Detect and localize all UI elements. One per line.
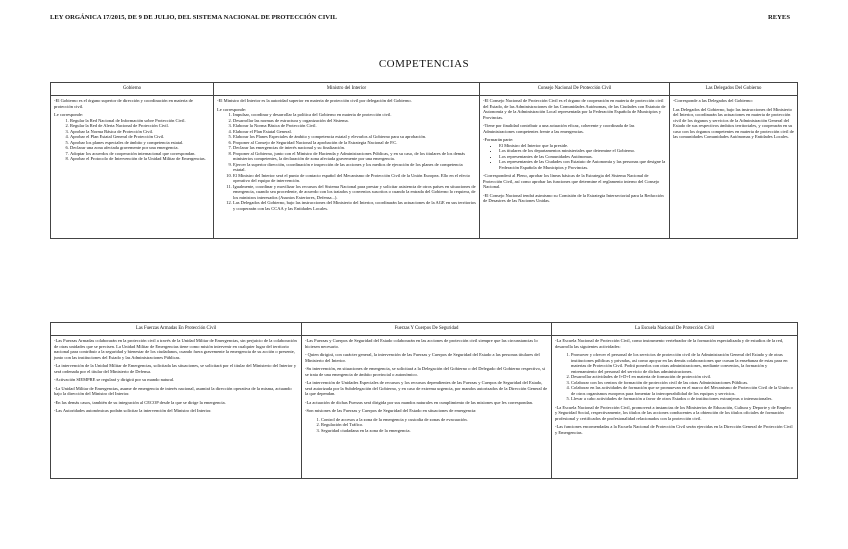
consejo-p4: -El Consejo Nacional tendrá asimismo su Comisión de la Estrategia Intersectorial para la Reducción de Desastres de las Naciones Unidas. xyxy=(483,192,664,203)
list-item: 9. Ejercer la superior dirección, coordinación e inspección de las acciones y los medios de ejecución de los planes de competencia estatal. xyxy=(233,162,476,173)
competencias-table-top xyxy=(50,82,798,239)
ffaa-p2: -La intervención de la Unidad Militar de Emergencias, solicitada las situaciones, se solicitará por el titular del Ministerio del Interior y será ordenada por el titular del Ministerio de Defensa. xyxy=(54,363,297,374)
list-item: 3. Colaborar con los centros de formación de protección civil de las otras Administraciones Públicas. xyxy=(571,380,794,386)
list-item: 7. Adoptar los acuerdos de cooperación internacional que correspondan. xyxy=(70,151,210,157)
col-header-escuela: La Escuela Nacional De Protección Civil xyxy=(552,323,798,336)
list-item: • El Ministro del Interior que la preside. xyxy=(499,143,666,149)
list-item: 5. Llevar a cabo actividades de formación a favor de otros Estados o de instituciones extranjeras o internacionales. xyxy=(571,396,794,402)
ffaa-p4: -La Unidad Militar de Emergencias, asume de emergencia de interés nacional, asumirá la dirección operativa de la misma, actuando bajo la dirección del Ministro del Interior. xyxy=(54,385,292,396)
list-item: 8. Aprobar el Protocolo de Intervención de la Unidad Militar de Emergencias. xyxy=(70,156,210,162)
list-item: 3. Seguridad ciudadana en la zona de la emergencia. xyxy=(321,428,548,434)
list-item: 2. Regulación del Tráfico. xyxy=(321,422,548,428)
page-header xyxy=(50,14,798,26)
delegados-p1: -Corresponde a las Delegados del Gobierno: xyxy=(673,98,753,103)
page-title: COMPETENCIAS xyxy=(378,58,470,70)
consejo-p2: -Tiene por finalidad contribuir a una actuación eficaz, coherente y coordinada de las Administraciones competentes frente a las emergencias. xyxy=(483,123,635,134)
list-item: 8. Proponer al Gobierno, junto con el Ministro de Hacienda y Administraciones Públicas, y en su caso, de los titulares de los demás ministerios competentes, la declaración de zona afectada gravemente por una emergencia. xyxy=(233,151,476,162)
ffaa-p1: -Las Fuerzas Armadas colaborarán en la protección civil a través de la Unidad Militar de Emergencias, sin perjuicio de la colaboración de otras unidades que se precisen. La Unidad Militar de Emergencias tiene como misión intervenir en cualquier lugar del territorio nacional para contribuir a la seguridad y bienestar de los ciudadanos, cuando fuera gravemente la emergencia de su acción o presente, junto con las instituciones del Estado y las Administraciones Públicas. xyxy=(54,338,297,360)
fuerzas-p1: -Las Fuerzas y Cuerpos de Seguridad del Estado colaborarán en las acciones de protección civil siempre que las circunstancias lo hiciesen necesario. xyxy=(305,338,538,349)
list-item: 6. Proponer al Consejo de Seguridad Nacional la aprobación de la Estrategia Nacional de P.C. xyxy=(233,140,476,146)
list-item: 12. Las Delegados del Gobierno, bajo las instrucciones del Ministerio del Interior, coordinarán las actuaciones de la AGE en sus territorios y cooperarán con las CCAA y las Entidades Locales. xyxy=(233,200,476,211)
escuela-p2: -La Escuela Nacional de Protección Civil, promoverá a instancias de los Ministerios de Educación, Cultura y Deporte y de Empleo y Seguridad Social, respectivamente, los títulos de las acciones conducentes a la obtención de los títulos oficiales de formación profesional y certificados de profesionalidad relacionados con la protección civil. xyxy=(555,404,791,421)
col-header-ministro: Ministro del Interior xyxy=(214,83,480,96)
consejo-lead: -Formarán parte: xyxy=(483,137,514,142)
list-item: • Los titulares de los departamentos ministeriales que determine el Gobierno. xyxy=(499,148,666,154)
col-header-ffaa: Las Fuerzas Armadas En Protección Civil xyxy=(51,323,302,336)
cell-escuela xyxy=(552,336,798,479)
list-item: 10. El Ministro del Interior será el punto de contacto español del Mecanismo de Protección Civil de la Unión Europea. Ello en el efecto operativo del equipo de intervención. xyxy=(233,173,476,184)
col-header-gobierno: Gobierno xyxy=(51,83,214,96)
fuerzas-p6: -Son misiones de las Fuerzas y Cuerpos de Seguridad del Estado en situaciones de emergencia: xyxy=(305,408,477,413)
list-item: 2. Desarrollar actividades de I+D+I en materia de formación de protección civil. xyxy=(571,374,794,380)
col-header-delegados: Las Delegados Del Gobierno xyxy=(670,83,798,96)
list-item: 5. Aprobar los planes especiales de ámbito y competencia estatal. xyxy=(70,140,210,146)
ffaa-p6: -Las Autoridades autonómicas podrán solicitar la intervención del Ministro del Interior. xyxy=(54,408,212,413)
fuerzas-p4: -La intervención de Unidades Especiales de recursos y los recursos dependientes de las Fuerzas y Cuerpos de Seguridad del Estado, será autorizada por la Subdelegación del Gobierno, y en caso de extrema urgencia, por mandos autorizados de la Dirección General de la que dependan. xyxy=(305,380,548,396)
consejo-p3: -Corresponderá al Pleno, aprobar los líneas básicas de la Estrategia del Sistema Nacional de Protección Civil, así como aprobar las funciones que determine el reglamento interno del Consejo Nacional. xyxy=(483,173,660,189)
fuerzas-list xyxy=(305,417,548,434)
list-item: 11. Igualmente, coordinar y movilizar los recursos del Sistema Nacional para prestar y solicitar asistencia de otros países en situaciones de emergencia, cuando sea procedente, de acuerdo con los tratados y convenios suscritos o cuando la entrada del Gobierno lo requiera, de los ministros interesados (Asuntos Exteriores, Defensa...). xyxy=(233,184,476,201)
header-law-title: LEY ORGÁNICA 17/2015, DE 9 DE JULIO, DEL SISTEMA NACIONAL DE PROTECCIÓN CIVIL xyxy=(50,14,337,21)
list-item: 6. Declarar una zona afectada gravemente por una emergencia. xyxy=(70,145,210,151)
cell-gobierno xyxy=(51,96,214,239)
ministro-list xyxy=(217,112,476,211)
escuela-p1: -La Escuela Nacional de Protección Civil, como instrumento vertebrador de la formación especializada y de estudios de la red, desarrolla las siguientes actividades: xyxy=(555,338,784,349)
gobierno-list xyxy=(54,118,210,162)
fuerzas-p2: - Quien dirigirá, con carácter general, la intervención de las Fuerzas y Cuerpos de Seguridad del Estado a las personas titulares del Ministerio del Interior. xyxy=(305,352,540,363)
list-item: 7. Declarar las emergencias de interés nacional y su finalización. xyxy=(233,145,476,151)
col-header-fuerzas: Fuerzas Y Cuerpos De Seguridad xyxy=(302,323,552,336)
consejo-p1: -El Consejo Nacional de Protección Civil es el órgano de cooperación en materia de protección civil del Estado, de las Administraciones de las Comunidades Autónomas, de las Ciudades con Estatuto de Autonomía y de la Administración Local representada por la Federación Española de Municipios y Provincias. xyxy=(483,98,666,120)
gobierno-intro: -El Gobierno es el órgano superior de dirección y coordinación en materia de protección civil. xyxy=(54,98,193,109)
cell-ministro xyxy=(214,96,480,239)
cell-ffaa xyxy=(51,336,302,479)
cell-delegados xyxy=(670,96,798,239)
list-item: 4. Colaborar en las actividades de formación que se promuevan en el marco del Mecanismo de Protección Civil de la Unión o de otros organismos europeos para fomentar la interoperabilidad de los equipos y servicios. xyxy=(571,385,794,396)
consejo-list xyxy=(483,143,666,171)
list-item: 5. Elaborar los Planes Especiales de ámbito y competencia estatal y elevarlos al Gobierno para su aprobación. xyxy=(233,134,476,140)
list-item: 4. Aprobar el Plan Estatal General de Protección Civil. xyxy=(70,134,210,140)
gobierno-lead: Le corresponde: xyxy=(54,112,84,117)
list-item: 1. Control de accesos a la zona de la emergencia y custodia de zonas de evacuación. xyxy=(321,417,548,423)
competencias-table-bottom xyxy=(50,322,798,479)
fuerzas-p5: -La actuación de dichas Fuerzas será dirigida por sus mandos naturales en cumplimiento de las misiones que les correspondan. xyxy=(305,399,534,405)
list-item: 4. Elaborar el Plan Estatal General. xyxy=(233,129,476,135)
list-item: 2. Desarrollar las normas de estructura y organización del Sistema. xyxy=(233,118,476,124)
list-item: 3. Aprobar la Norma Básica de Protección Civil. xyxy=(70,129,210,135)
cell-consejo xyxy=(480,96,670,239)
list-item: 3. Elaborar la Norma Básica de Protección Civil. xyxy=(233,123,476,129)
list-item: 1. Promover y ofrecer el personal de los servicios de protección civil de la Administración General del Estado y de otras instituciones públicas y privadas, así como apoyar en las demás colaboraciones que cursan la enseñanza de estas para en materias de Protección Civil. Podrá ponerlos con otras administraciones, mediante convenios, la formación y entrenamiento del personal del servicio de dichas administraciones. xyxy=(571,352,794,374)
escuela-list xyxy=(555,352,794,402)
list-item: • Los representantes de las Comunidades Autónomas. xyxy=(499,154,666,160)
ministro-lead: Le corresponde: xyxy=(217,106,247,112)
ffaa-p5: -En las demás casos, también de su integración al CECOP desde la que se dirige la emergencia. xyxy=(54,399,226,405)
list-item: 1. Impulsar, coordinar y desarrollar la política del Gobierno en materia de protección civil. xyxy=(233,112,476,118)
header-author: REYES xyxy=(768,14,790,21)
escuela-p3: -Las funciones encomendadas a la Escuela Nacional de Protección Civil serán ejercidas en la Dirección General de Protección Civil y Emergencias. xyxy=(555,424,793,435)
fuerzas-p3: -Su intervención, en situaciones de emergencia, se solicitará a la Delegación del Gobierno o del Delegado del Gobierno respectivo, si se trata de una emergencia de ámbito provincial o autonómico. xyxy=(305,366,546,377)
col-header-consejo: Consejo Nacional De Protección Civil xyxy=(480,83,670,96)
delegados-p2: Las Delegados del Gobierno, bajo las instrucciones del Ministerio del Interior, coordinarán las actuaciones en materia de protección civil de los órganos y servicios de la Administración General del Estado de sus respectivos ámbitos territoriales, y cooperarán en su caso con los órganos competentes en materia de protección civil de las comunidades Comunidades Autónomas y Entidades Locales. xyxy=(673,106,794,139)
ministro-intro: -El Ministro del Interior es la autoridad superior en materia de protección civil por delegación del Gobierno. xyxy=(217,98,412,103)
cell-fuerzas xyxy=(302,336,552,479)
list-item: 2. Regular la Red de Alerta Nacional de Protección Civil. xyxy=(70,123,210,129)
list-item: 1. Regular la Red Nacional de Información sobre Protección Civil. xyxy=(70,118,210,124)
ffaa-p3: -Activación SIEMPRE se regulará y dirigirá por su mando natural. xyxy=(54,377,175,382)
list-item: • Los representantes de las Ciudades con Estatuto de Autonomía y las personas que designe la Federación Española de Municipios y Provincias. xyxy=(499,159,666,170)
